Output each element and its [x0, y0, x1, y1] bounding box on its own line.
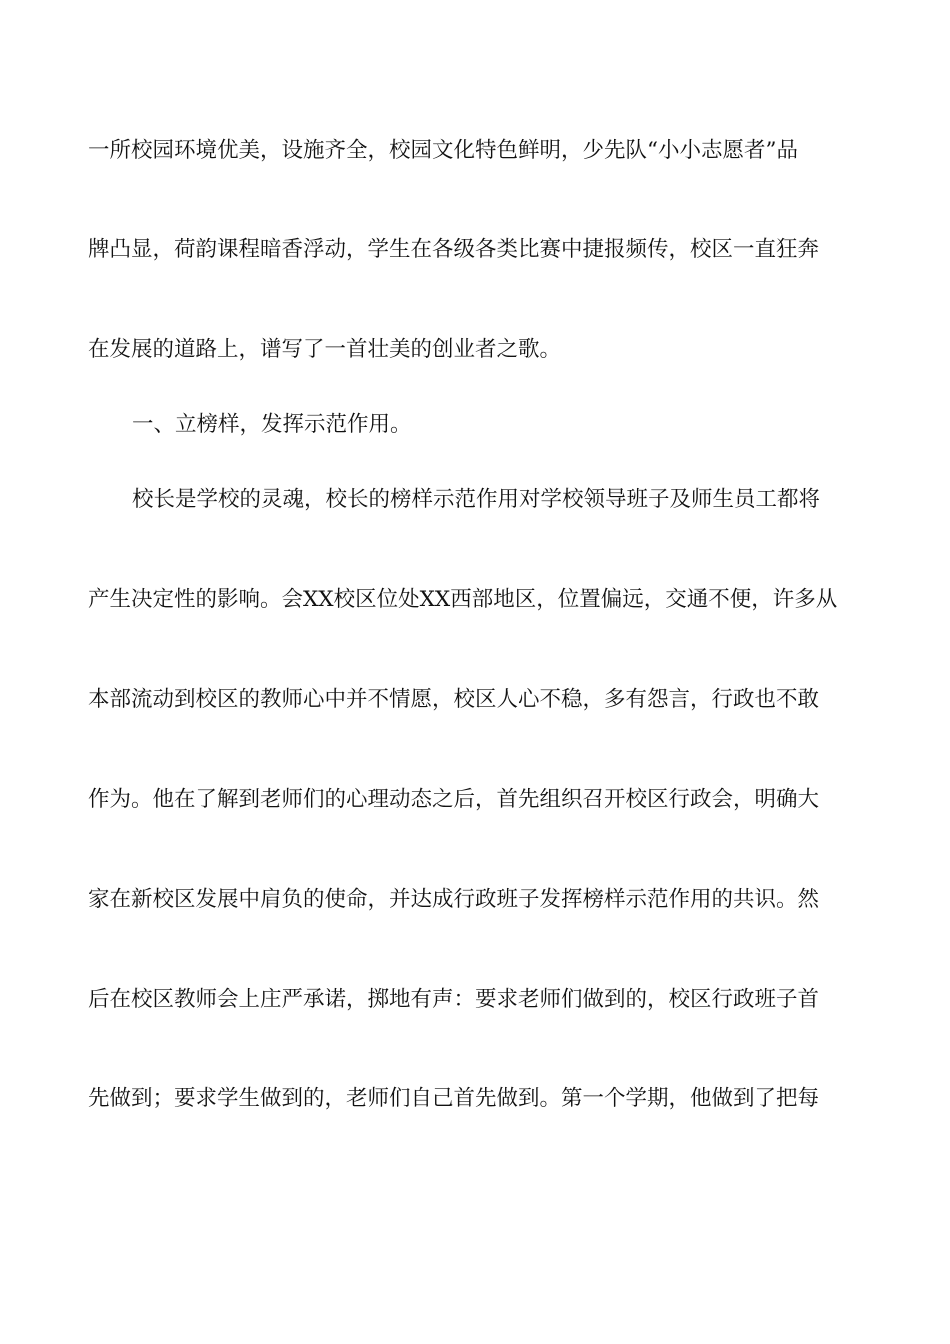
- paragraph-line: 先做到；要求学生做到的，老师们自己首先做到。第一个学期，他做到了把每: [88, 1086, 820, 1111]
- paragraph-line: 在发展的道路上，谱写了一首壮美的创业者之歌。: [88, 337, 562, 362]
- paragraph-line: 作为。他在了解到老师们的心理动态之后，首先组织召开校区行政会，明确大: [88, 787, 820, 812]
- paragraph-line: 牌凸显，荷韵课程暗香浮动，学生在各级各类比赛中捷报频传，校区一直狂奔: [88, 237, 820, 262]
- paragraph-line: 产生决定性的影响。会XX校区位处XX西部地区，位置偏远，交通不便，许多从: [88, 587, 838, 612]
- paragraph-line: 一所校园环境优美，设施齐全，校园文化特色鲜明，少先队“小小志愿者”品: [88, 138, 798, 163]
- paragraph-line: 校长是学校的灵魂，校长的榜样示范作用对学校领导班子及师生员工都将: [132, 487, 821, 512]
- paragraph-line: 家在新校区发展中肩负的使命，并达成行政班子发挥榜样示范作用的共识。然: [88, 887, 820, 912]
- paragraph-line: 本部流动到校区的教师心中并不情愿，校区人心不稳，多有怨言，行政也不敢: [88, 687, 820, 712]
- section-heading: 一、立榜样，发挥示范作用。: [132, 412, 412, 437]
- paragraph-line: 后在校区教师会上庄严承诺，掷地有声：要求老师们做到的，校区行政班子首: [88, 987, 820, 1012]
